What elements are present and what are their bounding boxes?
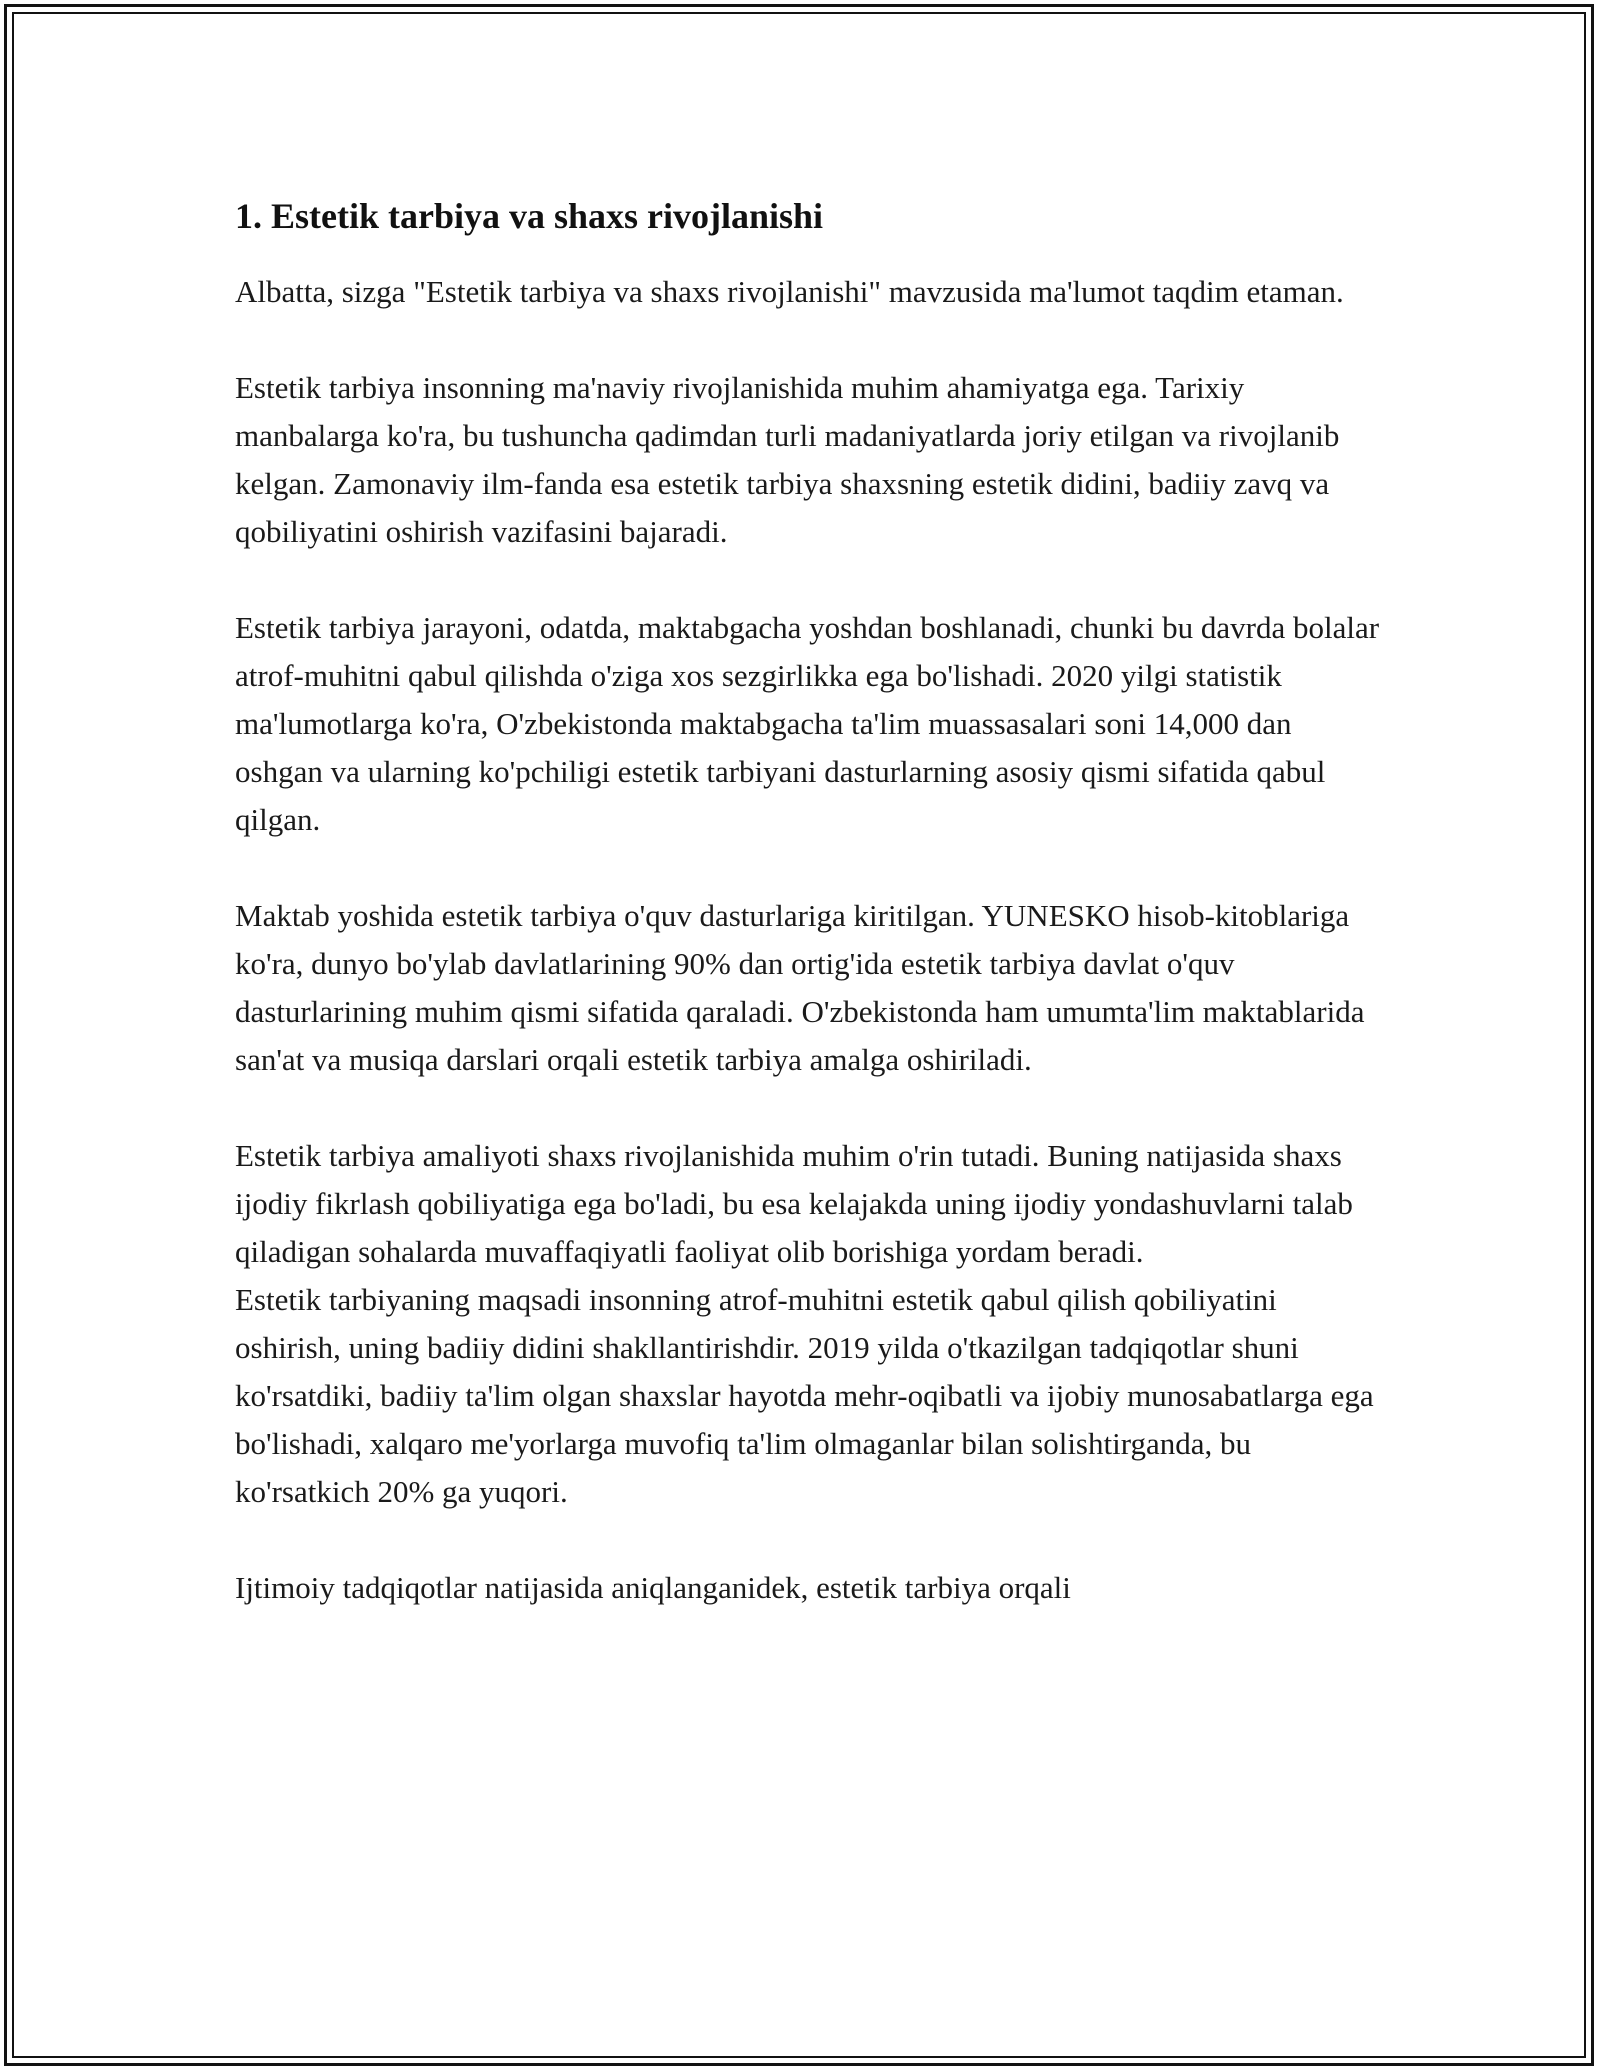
paragraph: Maktab yoshida estetik tarbiya o'quv dasturlariga kiritilgan. YUNESKO hisob-kitoblariga ko'ra, dunyo bo'ylab davlatlarining 90% dan ortig'ida estetik tarbiya davlat o'quv dasturlarining muhim qismi sifatida qaraladi. O'zbekistonda ham umumta'lim maktablarida san'at va musiqa darslari orqali estetik tarbiya amalga oshiriladi. bbox=[235, 898, 1365, 1077]
paragraph: Estetik tarbiya insonning ma'naviy rivojlanishida muhim ahamiyatga ega. Tarixiy manbalarga ko'ra, bu tushuncha qadimdan turli madaniyatlarda joriy etilgan va rivojlanib kelgan. Zamonaviy ilm-fanda esa estetik tarbiya shaxsning estetik didini, badiiy zavq va qobiliyatini oshirish vazifasini bajaradi. bbox=[235, 370, 1340, 549]
paragraph: Estetik tarbiyaning maqsadi insonning atrof-muhitni estetik qabul qilish qobiliyatini oshirish, uning badiiy didini shakllantirishdir. 2019 yilda o'tkazilgan tadqiqotlar shuni ko'rsatdiki, badiiy ta'lim olgan shaxslar hayotda mehr-oqibatli va ijobiy munosabatlarga ega bo'lishadi, xalqaro me'yorlarga muvofiq ta'lim olmaganlar bilan solishtirganda, bu ko'rsatkich 20% ga yuqori. bbox=[235, 1282, 1374, 1509]
paragraph: Estetik tarbiya amaliyoti shaxs rivojlanishida muhim o'rin tutadi. Buning natijasida shaxs ijodiy fikrlash qobiliyatiga ega bo'ladi, bu esa kelajakda uning ijodiy yondashuvlarni talab qiladigan sohalarda muvaffaqiyatli faoliyat olib borishiga yordam beradi. bbox=[235, 1138, 1353, 1269]
paragraph-intro: Albatta, sizga "Estetik tarbiya va shaxs rivojlanishi" mavzusida ma'lumot taqdim etaman. bbox=[235, 274, 1344, 309]
section-heading: 1. Estetik tarbiya va shaxs rivojlanishi bbox=[235, 196, 824, 236]
paragraph: Estetik tarbiya jarayoni, odatda, maktabgacha yoshdan boshlanadi, chunki bu davrda bolalar atrof-muhitni qabul qilishda o'ziga xos sezgirlikka ega bo'lishadi. 2020 yilgi statistik ma'lumotlarga ko'ra, O'zbekistonda maktabgacha ta'lim muassasalari soni 14,000 dan oshgan va ularning ko'pchiligi estetik tarbiyani dasturlarning asosiy qismi sifatida qabul qilgan. bbox=[235, 610, 1380, 837]
paragraph-continued: Ijtimoiy tadqiqotlar natijasida aniqlanganidek, estetik tarbiya orqali bbox=[235, 1570, 1071, 1605]
document-body bbox=[235, 188, 1380, 1660]
